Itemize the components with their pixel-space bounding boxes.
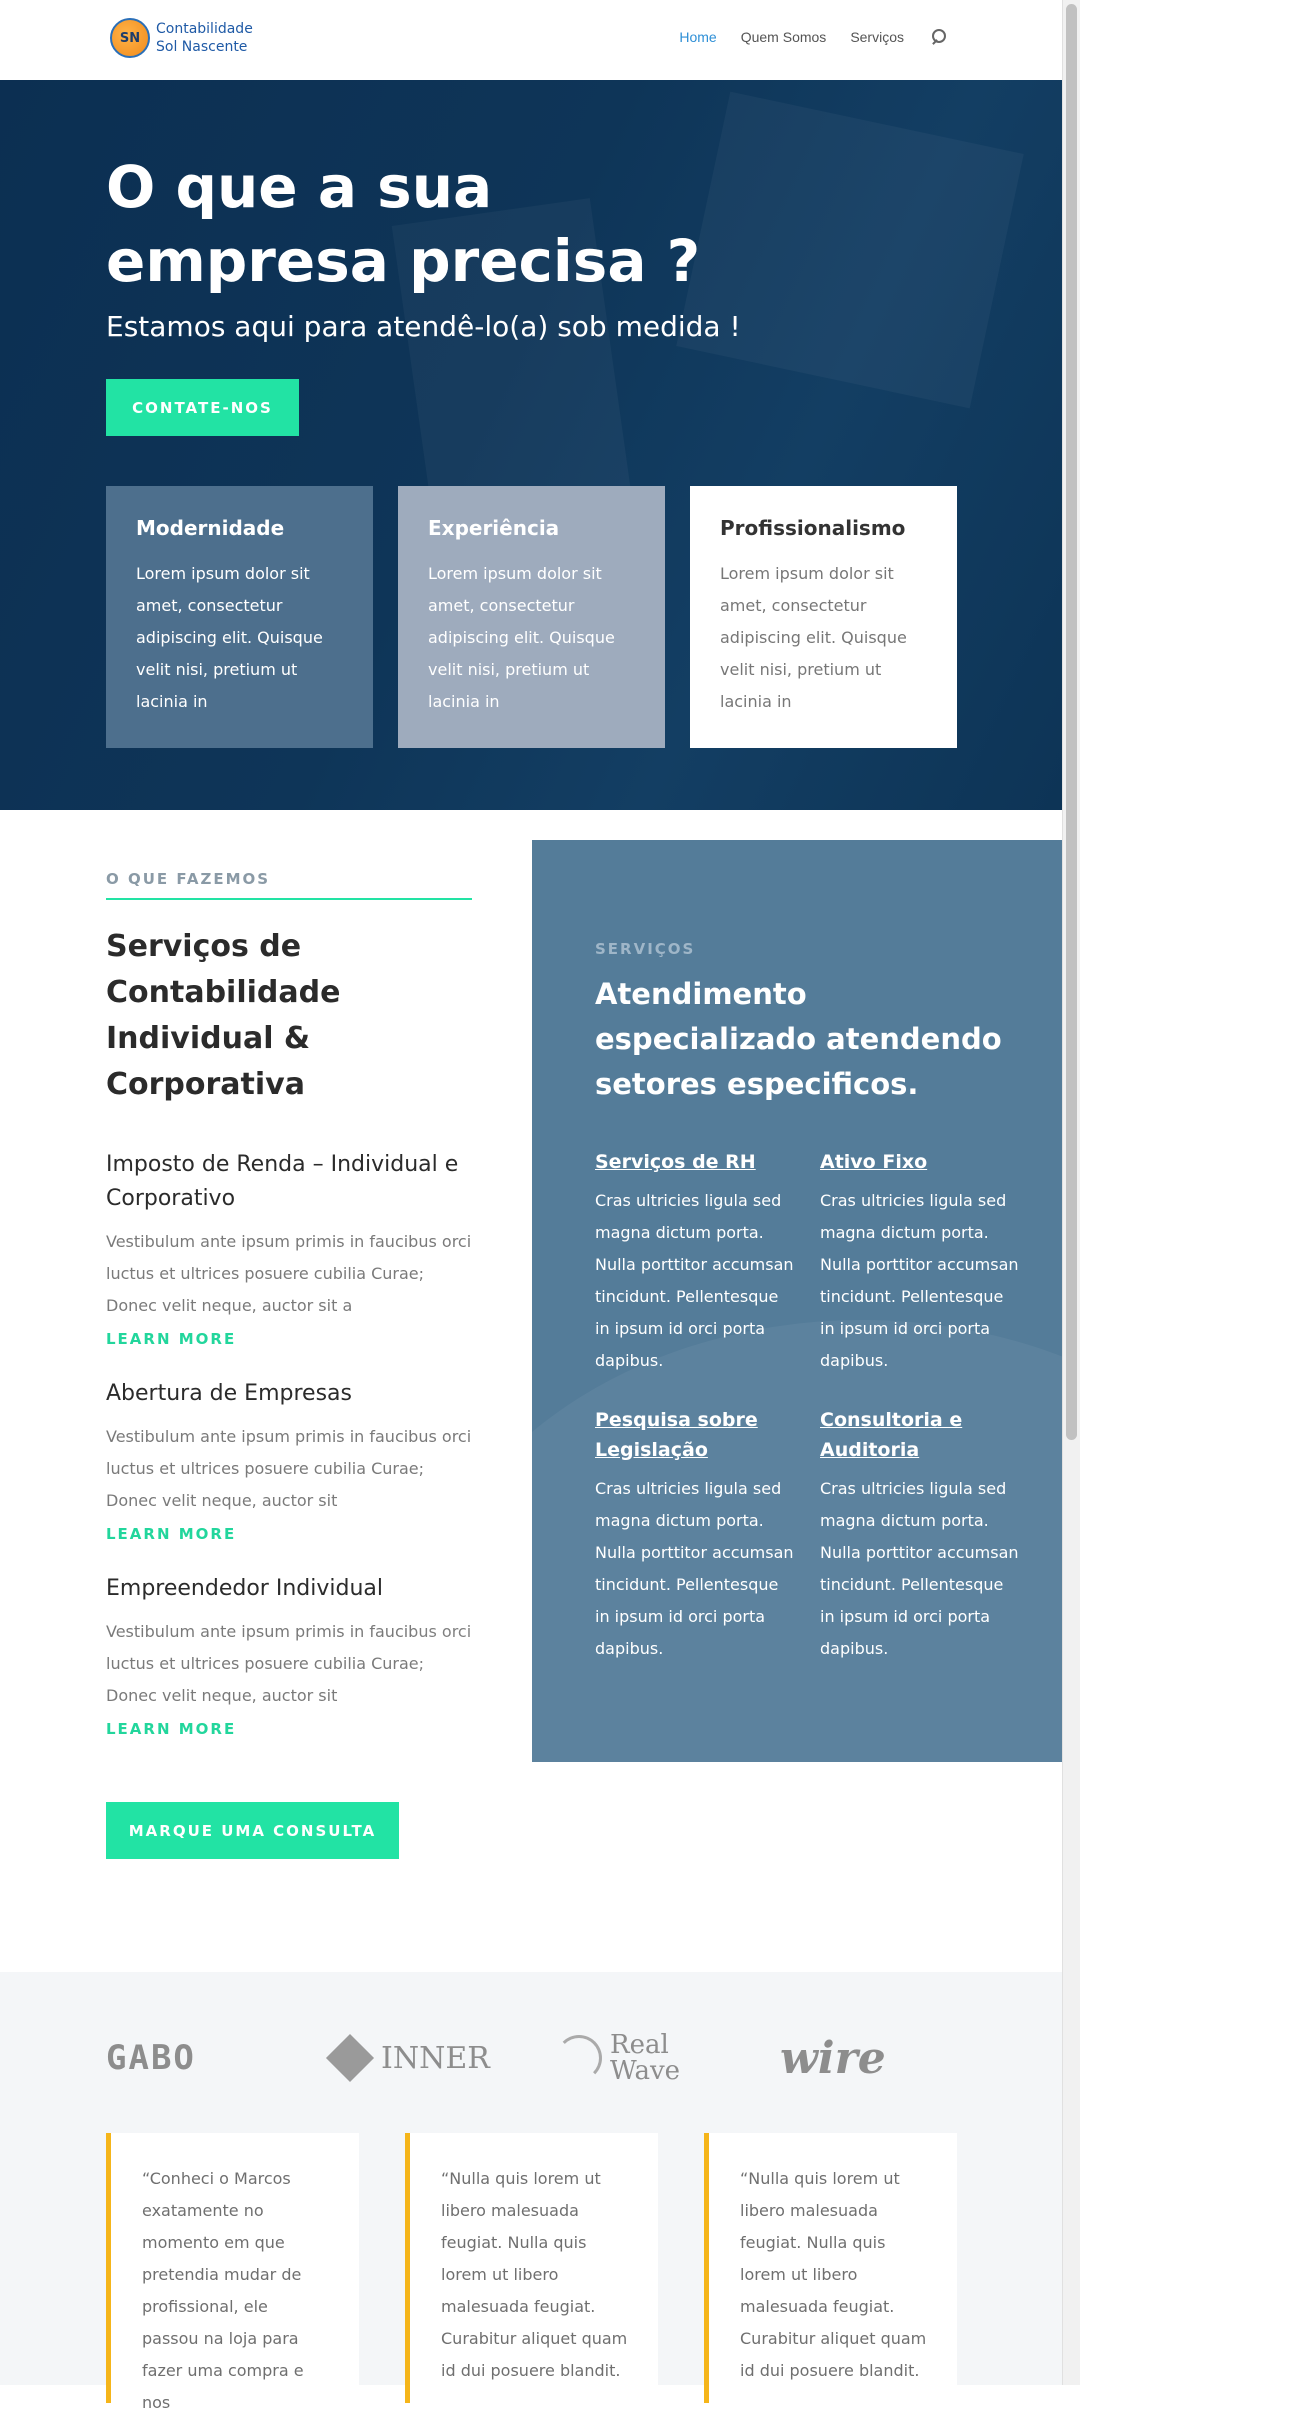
services-panel-content [595,940,1019,1665]
feature-title: Modernidade [136,516,285,540]
main-nav [655,28,946,46]
brand-logo-inner [333,2028,490,2088]
feature-card-profissionalismo [690,486,957,748]
feature-title: Experiência [428,516,560,540]
services-title: Atendimento especializado atendendo setores especificos. [595,977,1002,1101]
testimonial-card [704,2133,957,2403]
service-card-text: Cras ultricies ligula sed magna dictum porta. Nulla porttitor accumsan tincidunt. Pellentesque in ipsum id orci porta dapibus. [820,1191,1019,1370]
what-we-do-section [106,870,472,1739]
eyebrow-divider [106,898,472,900]
wave-icon [556,2035,602,2081]
nav-quem-somos[interactable]: Quem Somos [740,29,827,45]
schedule-consultation-button[interactable]: MARQUE UMA CONSULTA [106,1802,399,1859]
site-logo[interactable] [110,18,253,58]
service-title: Imposto de Renda – Individual e Corporativo [106,1152,459,1211]
service-item [106,1377,472,1544]
learn-more-link[interactable]: LEARN MORE [106,1525,237,1543]
scrollbar-thumb[interactable] [1066,4,1077,1440]
service-item [106,1148,472,1349]
brand-logo-wire [780,2028,886,2088]
page-scrollbar[interactable] [1062,0,1080,2385]
service-card-link[interactable]: Serviços de RH [595,1151,756,1173]
hero-section [0,80,1062,810]
learn-more-link[interactable]: LEARN MORE [106,1720,237,1738]
hero-title: O que a sua empresa precisa ? [106,153,701,295]
nav-servicos[interactable]: Serviços [850,29,904,45]
feature-card-experiencia [398,486,665,748]
feature-title: Profissionalismo [720,516,906,540]
feature-text: Lorem ipsum dolor sit amet, consectetur adipiscing elit. Quisque velit nisi, pretium ut lacinia in [720,564,907,711]
brand-name: Real Wave [610,2030,681,2086]
service-card-link[interactable]: Consultoria e Auditoria [820,1409,963,1461]
service-text: Vestibulum ante ipsum primis in faucibus orci luctus et ultrices posuere cubilia Curae; Donec velit neque, auctor sit a [106,1232,472,1315]
services-grid [595,1147,1019,1665]
section-title: Serviços de Contabilidade Individual & Corporativa [106,929,341,1102]
search-icon[interactable] [930,28,946,46]
service-text: Vestibulum ante ipsum primis in faucibus orci luctus et ultrices posuere cubilia Curae; Donec velit neque, auctor sit [106,1622,472,1705]
service-card-text: Cras ultricies ligula sed magna dictum porta. Nulla porttitor accumsan tincidunt. Pellentesque in ipsum id orci porta dapibus. [820,1479,1019,1658]
testimonial-text: “Nulla quis lorem ut libero malesuada feugiat. Nulla quis lorem ut libero malesuada feugiat. Curabitur aliquet quam id dui posuere blandit. [740,2169,927,2380]
brand-logo-gabo [106,2028,196,2088]
testimonial-text: “Conheci o Marcos exatamente no momento em que pretendia mudar de profissional, ele passou na loja para fazer uma compra e nos [142,2169,304,2412]
testimonial-card [405,2133,658,2403]
service-text: Vestibulum ante ipsum primis in faucibus orci luctus et ultrices posuere cubilia Curae; Donec velit neque, auctor sit [106,1427,472,1510]
logo-line-2: Sol Nascente [156,39,248,55]
service-card-text: Cras ultricies ligula sed magna dictum porta. Nulla porttitor accumsan tincidunt. Pellentesque in ipsum id orci porta dapibus. [595,1479,794,1658]
service-card-link[interactable]: Ativo Fixo [820,1151,928,1173]
service-card [820,1405,1020,1665]
service-card [820,1147,1020,1377]
service-card [595,1405,795,1665]
diamond-icon [326,2034,374,2082]
brand-name: GABO [106,2038,196,2078]
service-title: Empreendedor Individual [106,1576,383,1601]
section-eyebrow: O QUE FAZEMOS [106,870,271,888]
brand-name: INNER [381,2040,490,2076]
nav-home[interactable]: Home [679,29,717,45]
service-card-link[interactable]: Pesquisa sobre Legislação [595,1409,758,1461]
feature-text: Lorem ipsum dolor sit amet, consectetur adipiscing elit. Quisque velit nisi, pretium ut lacinia in [428,564,615,711]
testimonial-text: “Nulla quis lorem ut libero malesuada feugiat. Nulla quis lorem ut libero malesuada feugiat. Curabitur aliquet quam id dui posuere blandit. [441,2169,628,2380]
hero-subtitle: Estamos aqui para atendê-lo(a) sob medida ! [106,310,741,343]
contact-button[interactable]: CONTATE-NOS [106,379,299,436]
service-card-text: Cras ultricies ligula sed magna dictum porta. Nulla porttitor accumsan tincidunt. Pellentesque in ipsum id orci porta dapibus. [595,1191,794,1370]
logo-text [156,20,253,56]
logo-line-1: Contabilidade [156,21,253,37]
learn-more-link[interactable]: LEARN MORE [106,1330,237,1348]
services-panel [532,840,1062,1762]
logo-badge-icon: SN [110,18,150,58]
feature-card-modernidade [106,486,373,748]
site-header [0,0,1062,80]
feature-text: Lorem ipsum dolor sit amet, consectetur adipiscing elit. Quisque velit nisi, pretium ut lacinia in [136,564,323,711]
testimonial-card [106,2133,359,2412]
service-title: Abertura de Empresas [106,1381,352,1406]
brand-logo-realwave [556,2028,680,2088]
service-card [595,1147,795,1377]
brand-name: wire [780,2032,886,2084]
services-eyebrow: SERVIÇOS [595,940,696,958]
